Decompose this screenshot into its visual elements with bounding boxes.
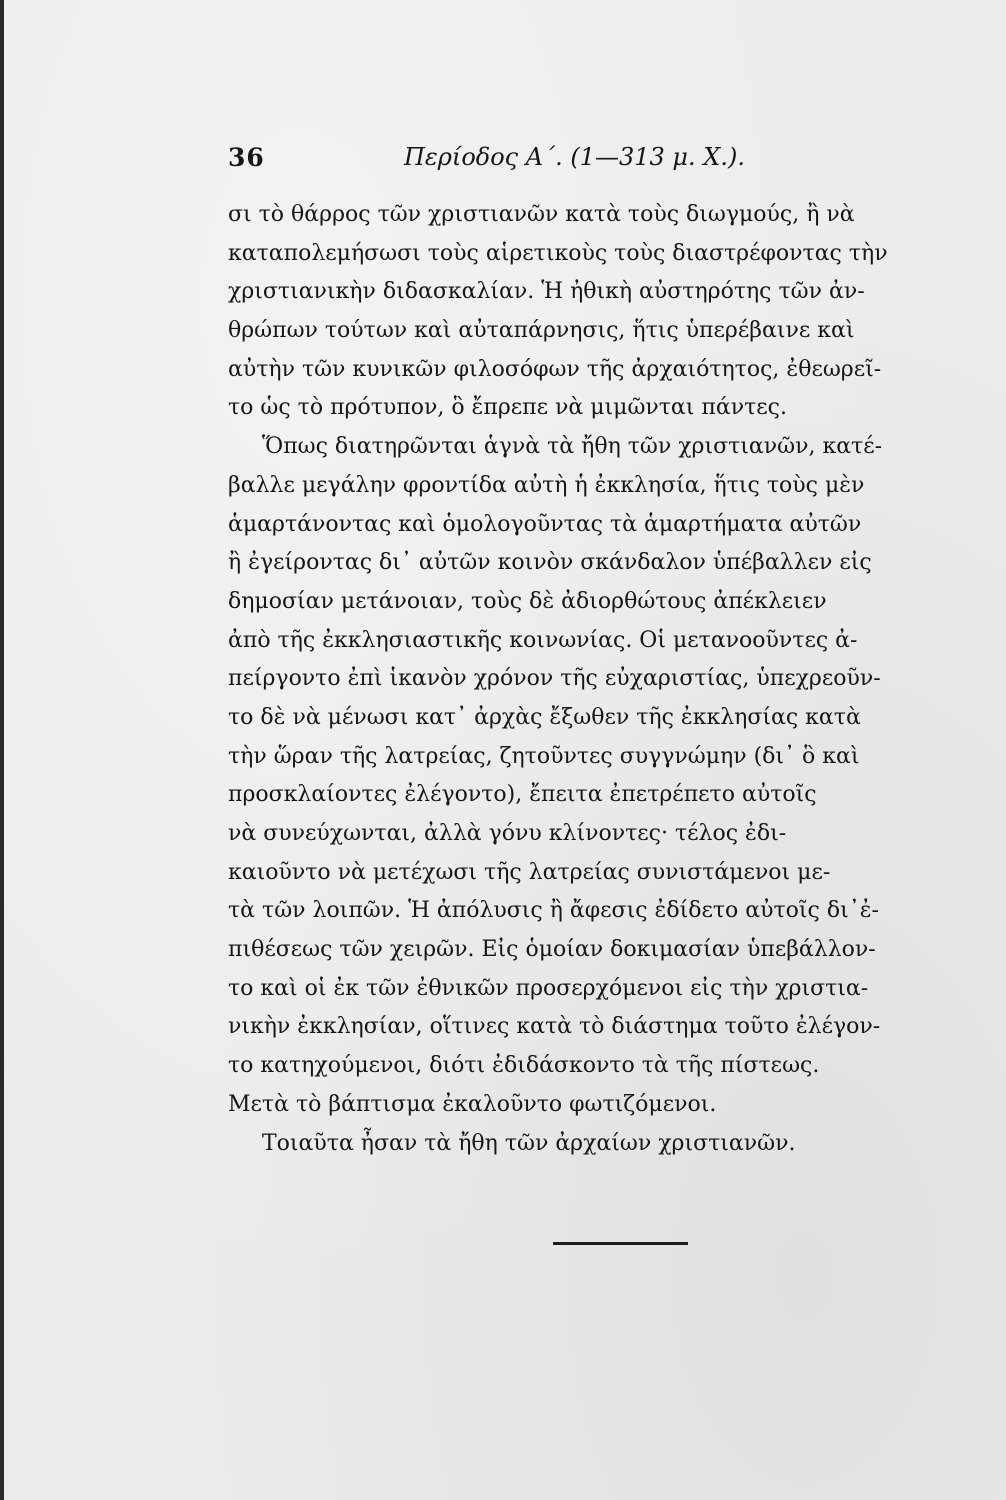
text-line: βαλλε μεγάλην φροντίδα αὐτὴ ἡ ἐκκλησία, ἥτις τοὺς μὲν	[228, 472, 865, 498]
paragraph-start-line: Ὅπως διατηρῶνται ἁγνὰ τὰ ἤθη τῶν χριστιανῶν, κατέ-	[262, 434, 883, 460]
page-header	[228, 143, 773, 181]
text-line: αὐτὴν τῶν κυνικῶν φιλοσόφων τῆς ἀρχαιότητος, ἐθεωρεῖ-	[228, 356, 882, 382]
running-head: Περίοδος Α΄. (1—313 μ. Χ.).	[404, 143, 745, 171]
body-text	[228, 196, 888, 1163]
text-line: τὰ τῶν λοιπῶν. Ἡ ἀπόλυσις ἢ ἄφεσις ἐδίδετο αὐτοῖς δι᾽ἐ-	[228, 898, 879, 924]
page-number: 36	[228, 143, 265, 172]
page-edge-shadow	[0, 0, 4, 1500]
text-line: το ὡς τὸ πρότυπον, ὃ ἔπρεπε νὰ μιμῶνται πάντες.	[228, 395, 787, 421]
text-line: πιθέσεως τῶν χειρῶν. Εἰς ὁμοίαν δοκιμασίαν ὑπεβάλλον-	[228, 937, 876, 963]
text-line: ἁμαρτάνοντας καὶ ὁμολογοῦντας τὰ ἁμαρτήματα αὐτῶν	[228, 511, 862, 537]
text-line: πείργοντο ἐπὶ ἱκανὸν χρόνον τῆς εὐχαριστίας, ὑπεχρεοῦν-	[228, 666, 881, 692]
text-line: θρώπων τούτων καὶ αὐταπάρνησις, ἥτις ὑπερέβαινε καὶ	[228, 318, 855, 344]
text-line: χριστιανικὴν διδασκαλίαν. Ἡ ἠθικὴ αὐστηρότης τῶν ἀν-	[228, 279, 865, 305]
paragraph-start-line: Τοιαῦτα ἦσαν τὰ ἤθη τῶν ἀρχαίων χριστιανῶν.	[262, 1130, 796, 1156]
text-line: καταπολεμήσωσι τοὺς αἱρετικοὺς τοὺς διαστρέφοντας τὴν	[228, 240, 888, 266]
text-line: δημοσίαν μετάνοιαν, τοὺς δὲ ἀδιορθώτους ἀπέκλειεν	[228, 588, 827, 614]
text-line: τὴν ὥραν τῆς λατρείας, ζητοῦντες συγγνώμην (δι᾽ ὃ καὶ	[228, 743, 860, 769]
text-line: το καὶ οἱ ἐκ τῶν ἐθνικῶν προσερχόμενοι εἰς τὴν χριστια-	[228, 975, 869, 1001]
text-line: καιοῦντο νὰ μετέχωσι τῆς λατρείας συνιστάμενοι με-	[228, 859, 831, 885]
text-line: το δὲ νὰ μένωσι κατ᾽ ἀρχὰς ἔξωθεν τῆς ἐκκλησίας κατὰ	[228, 704, 861, 730]
text-line: προσκλαίοντες ἐλέγοντο), ἔπειτα ἐπετρέπετο αὐτοῖς	[228, 782, 817, 808]
text-line: νὰ συνεύχωνται, ἀλλὰ γόνυ κλίνοντες· τέλος ἐδι-	[228, 821, 787, 846]
text-line: σι τὸ θάρρος τῶν χριστιανῶν κατὰ τοὺς διωγμούς, ἢ νὰ	[228, 202, 855, 227]
section-end-rule	[553, 1242, 688, 1245]
text-line: ἀπὸ τῆς ἐκκλησιαστικῆς κοινωνίας. Οἱ μετανοοῦντες ἀ-	[228, 627, 858, 653]
text-line: νικὴν ἐκκλησίαν, οἵτινες κατὰ τὸ διάστημα τοῦτο ἐλέγον-	[228, 1014, 881, 1040]
text-line: Μετὰ τὸ βάπτισμα ἐκαλοῦντο φωτιζόμενοι.	[228, 1091, 717, 1117]
text-line: ἢ ἐγείροντας δι᾽ αὐτῶν κοινὸν σκάνδαλον ὑπέβαλλεν εἰς	[228, 550, 872, 576]
text-line: το κατηχούμενοι, διότι ἐδιδάσκοντο τὰ τῆς πίστεως.	[228, 1053, 820, 1079]
